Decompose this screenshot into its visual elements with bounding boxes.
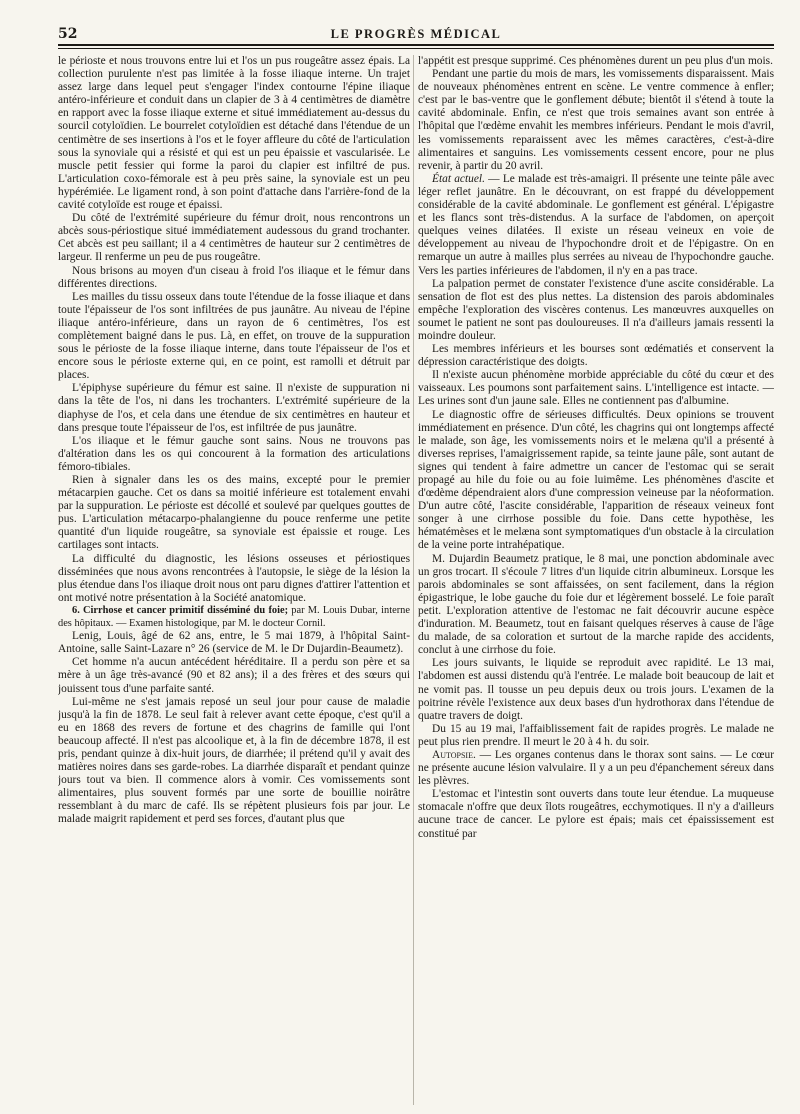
- paragraph: Les membres inférieurs et les bourses sont œdématiés et conservent la dépression caractéristique des doigts.: [418, 343, 774, 369]
- paragraph: La difficulté du diagnostic, les lésions osseuses et périostiques disséminées que nous avons rencontrées à l'autopsie, le siège de la lésion la plus étendue dans l'os iliaque droit nous ont paru dignes d'attirer l'attention et ont motivé notre présentation à la Société anatomique.: [58, 552, 410, 604]
- paragraph: Nous brisons au moyen d'un ciseau à froid l'os iliaque et le fémur dans différentes directions.: [58, 264, 410, 290]
- paragraph: Pendant une partie du mois de mars, les vomissements disparaissent. Mais de nouveaux phénomènes entrent en scène. Le ventre commence à enfler; c'est par le bas-ventre que le gonflement débute; bientôt il s'étend à toute la cavité abdominale. Enfin, ce n'est que trois semaines avant son entrée à l'hôpital que l'œdème envahit les membres inférieurs. Pendant le mois d'avril, les vomissements reparaissent avec les mêmes caractères, c'est-à-dire alimentaires et sanguins. Les vomissements cessent encore, pour ne plus revenir, à partir du 20 avril.: [418, 68, 774, 172]
- paragraph: Du 15 au 19 mai, l'affaiblissement fait de rapides progrès. Le malade ne peut plus rien prendre. Il meurt le 20 à 4 h. du soir.: [418, 722, 774, 748]
- section-heading: [58, 605, 410, 630]
- paragraph: Lenig, Louis, âgé de 62 ans, entre, le 5 mai 1879, à l'hôpital Saint-Antoine, salle Saint-Lazare n° 26 (service de M. le Dr Dujardin-Beaumetz).: [58, 630, 410, 656]
- page-header: [58, 26, 774, 44]
- paragraph: Du côté de l'extrémité supérieure du fémur droit, nous rencontrons un abcès sous-périostique situé immédiatement audessous du grand trochanter. Cet abcès est peu saillant; il a 4 centimètres de hauteur sur 2 centimètres de largeur. Il renferme un peu de pus rougeâtre.: [58, 212, 410, 264]
- running-title: LE PROGRÈS MÉDICAL: [330, 27, 502, 41]
- page-number: 52: [58, 26, 78, 42]
- paragraph: le périoste et nous trouvons entre lui et l'os un pus rougeâtre assez épais. La collection purulente n'est pas limitée à la fosse iliaque interne. Un trajet assez large dans lequel peut s'engager l'index contourne l'épine iliaque antéro-inférieure et conduit dans un clapier de 3 à 4 centimètres de diamètre en rapport avec la fosse iliaque externe et situé immédiatement au-dessus du sourcil cotyloïdien. Le bourrelet cotyloïdien est détaché dans l'étendue de un centimètre de ses insertions à l'os et le foyer affleure du côté de l'articulation sous la synoviale qui a résisté et qui est un peu épaissie et vascularisée. Le muscle petit fessier qui forme la paroi du clapier est infiltré de pus. L'articulation coxo-fémorale est à peu près saine, la synoviale est un peu hypérémiée. Le ligament rond, à son point d'attache dans l'arrière-fond de la cavité cotyloïde est rouge et épaissi.: [58, 55, 410, 212]
- section-author-line: par M. Louis Dubar, interne des hôpitaux. — Examen histologique, par M. le docteur Cornil.: [58, 604, 410, 629]
- section-title: Cirrhose et cancer primitif disséminé du foie;: [83, 604, 289, 616]
- paragraph: Le diagnostic offre de sérieuses difficultés. Deux opinions se trouvent immédiatement en présence. D'un côté, les chagrins qui ont longtemps affecté le malade, son âge, les vomissements noirs et le melæna qu'il a présenté à diverses reprises, l'amaigrissement rapide, sa teinte jaune pâle, sont autant de signes qui tendent à faire admettre un cancer de l'estomac qui se serait propagé au hile du foie ou au foie luimême. Les phénomènes d'ascite et d'œdème dépendraient alors d'une compression veineuse par la néoformation. D'un autre côté, l'ascite considérable, l'apparition de réseaux veineux font songer à une cirrhose possible du foie. Dans cette hypothèse, les hématémèses et le melæna sont symptomatiques d'un obstacle à la circulation de la veine porte intrahépatique.: [418, 408, 774, 552]
- paragraph: La palpation permet de constater l'existence d'une ascite considérable. La sensation de flot est des plus nettes. La distension des parois abdominales empêche l'exploration des viscères contenus. Les manœuvres auxquelles on soumet le patient ne sont pas douloureuses. Il n'a d'ailleurs jamais ressenti la moindre douleur.: [418, 277, 774, 342]
- paragraph: L'os iliaque et le fémur gauche sont sains. Nous ne trouvons pas d'altération dans les os qui concourent à la formation des articulations fémoro-tibiales.: [58, 434, 410, 473]
- autopsie-text: — Les organes contenus dans le thorax sont sains. — Le cœur ne présente aucune lésion valvulaire. Il y a un peu d'épanchement séreux dans les plèvres.: [418, 748, 774, 788]
- paragraph: Il n'existe aucun phénomène morbide appréciable du côté du cœur et des vaisseaux. Les poumons sont parfaitement sains. L'intelligence est intacte. — Les urines sont d'un jaune sale. Elles ne contiennent pas d'albumine.: [418, 369, 774, 408]
- right-column: [418, 55, 774, 1105]
- header-rule-thin: [58, 48, 774, 49]
- paragraph-autopsie: [418, 749, 774, 788]
- paragraph: l'appétit est presque supprimé. Ces phénomènes durent un peu plus d'un mois.: [418, 55, 773, 67]
- paragraph: Cet homme n'a aucun antécédent héréditaire. Il a perdu son père et sa mère à un âge très-avancé (90 et 82 ans); il a des frères et des sœurs qui jouissent tous d'une parfaite santé.: [58, 656, 410, 695]
- etat-actuel-text: — Le malade est très-amaigri. Il présente une teinte pâle avec léger reflet jaunâtre. En le découvrant, on est frappé du développement considérable de la cavité abdominale. Le gonflement est général. L'épigastre et les flancs sont très-distendus. A la surface de l'abdomen, on aperçoit quelques veines dilatées. Il existe un réseau veineux en voie de développement au niveau de l'hypochondre droit et de l'épigastre. On en remarque un autre à mailles plus serrées au niveau de l'hypochondre gauche. Vers les parties inférieures de l'abdomen, il n'y en a pas trace.: [418, 172, 774, 277]
- paragraph: Lui-même ne s'est jamais reposé un seul jour pour cause de maladie jusqu'à la fin de 1878. Le seul fait à relever avant cette époque, c'est qu'il a eu en 1868 des revers de fortune et des chagrins de famille qui l'ont beaucoup affecté. Il n'est pas alcoolique et, à la fin de décembre 1878, il est pris, pendant quinze à dix-huit jours, de diarrhée; il prétend qu'il y avait des matières noires dans ses garde-robes. La diarrhée disparaît et pendant quinze jours tout va bien. Il commence alors à vomir. Ces vomissements sont alimentaires, plus souvent formés par une sorte de bouillie noirâtre ressemblant à du marc de café. Ils se répètent plusieurs fois par jour. Le malade maigrit rapidement et perd ses forces, d'autant plus que: [58, 695, 410, 826]
- header-rule-thick: [58, 44, 774, 46]
- paragraph: L'épiphyse supérieure du fémur est saine. Il n'existe de suppuration ni dans la tête de l'os, ni dans les trochanters. L'extrémité supérieure de la diaphyse de l'os, et cela dans une étendue de six centimètres en hauteur et dans presque toute l'épaisseur de l'os, est infiltrée de pus jaunâtre.: [58, 382, 410, 434]
- left-column: [58, 55, 410, 1105]
- paragraph-etat-actuel: [418, 173, 774, 278]
- paragraph: L'estomac et l'intestin sont ouverts dans toute leur étendue. La muqueuse stomacale n'offre que deux îlots rougeâtres, ecchymotiques. Il n'y a d'ailleurs aucune trace de cancer. Le pylore est épais; mais cet épaississement est constitué par: [418, 788, 774, 840]
- paragraph: Les mailles du tissu osseux dans toute l'étendue de la fosse iliaque et dans toute l'épaisseur de l'os sont infiltrées de pus jaunâtre. Au niveau de l'épine iliaque antéro-inférieure, dans un rayon de 6 centimètres, l'os est complètement baigné dans le pus. Là, en effet, on trouve de la suppuration sous le périoste de la fosse iliaque interne, dans toute l'épaisseur de l'os et encore sous le périoste externe qui, en ce point, est ramolli et détruit par places.: [58, 290, 410, 382]
- paragraph: M. Dujardin Beaumetz pratique, le 8 mai, une ponction abdominale avec un gros trocart. Il s'écoule 7 litres d'un liquide citrin albumineux. Lorsque les parois abdominales se sont affaissées, on sent facilement, dans la région épigastrique, le lobe gauche du foie dur et légèrement bosselé. Le foie paraît petit. L'exploration attentive de l'estomac ne fait découvrir aucune espèce d'induration. M. Beaumetz, tout en faisant quelques réserves à cause de l'âge du malade, de sa coloration et surtout de la marche rapide des accidents, conclut à une cirrhose du foie.: [418, 552, 774, 657]
- section-number: 6.: [72, 604, 80, 616]
- column-divider: [413, 55, 414, 1105]
- paragraph: Les jours suivants, le liquide se reproduit avec rapidité. Le 13 mai, l'abdomen est aussi distendu qu'à l'entrée. Le malade boit beaucoup de lait et ne vomit pas. Il tousse un peu depuis deux ou trois jours. L'examen de la poitrine révèle l'existence aux deux bases d'un hydrothorax dans l'étendue de quatre travers de doigt.: [418, 657, 774, 722]
- etat-actuel-label: État actuel.: [432, 172, 485, 185]
- paragraph: Rien à signaler dans les os des mains, excepté pour le premier métacarpien gauche. Cet os dans sa moitié inférieure est totalement envahi par la suppuration. Le périoste est décollé et soulevé par quelques gouttes de pus. L'articulation métacarpo-phalangienne du pouce renferme une petite quantité d'un liquide rougeâtre, sa synoviale est épaissie et rouge. Les cartilages sont intacts.: [58, 474, 410, 552]
- autopsie-label: Autopsie.: [432, 748, 476, 761]
